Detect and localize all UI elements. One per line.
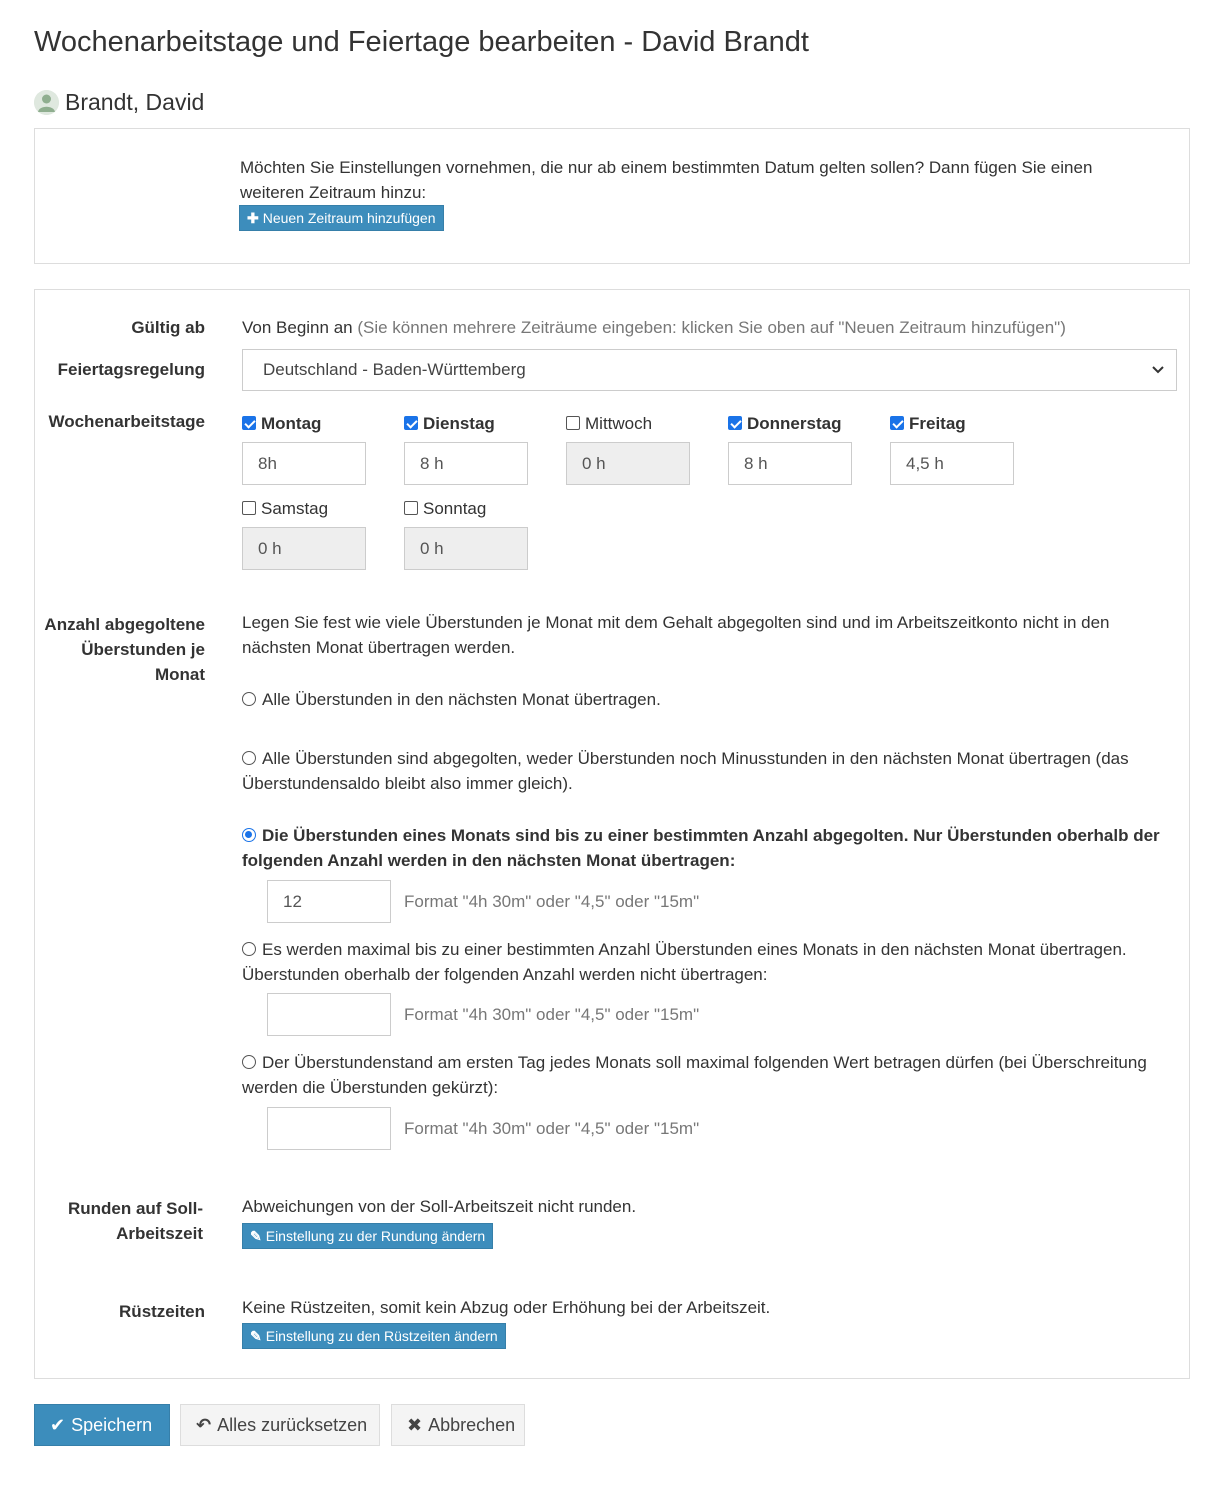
overtime-option-4[interactable]: Es werden maximal bis zu einer bestimmten Anzahl Überstunden eines Monats in den nächsten Monat übertragen. Überstunden oberhalb der folgenden Anzahl werden nicht übertragen: — [242, 940, 1127, 984]
overtime-option-3[interactable]: Die Überstunden eines Monats sind bis zu einer bestimmten Anzahl abgegolten. Nur Überstunden oberhalb der folgenden Anzahl werden in den nächsten Monat übertragen: — [242, 826, 1160, 870]
setup-text: Keine Rüstzeiten, somit kein Abzug oder Erhöhung bei der Arbeitszeit. — [242, 1298, 771, 1317]
day-checkbox-saturday[interactable]: Samstag — [242, 498, 328, 520]
hours-input-tuesday[interactable]: 8 h — [404, 442, 528, 485]
user-name: Brandt, David — [65, 88, 205, 115]
pencil-icon: ✎ — [250, 1328, 262, 1344]
valid-from-note: (Sie können mehrere Zeiträume eingeben: klicken Sie oben auf "Neuen Zeitraum hinzufügen") — [357, 318, 1066, 337]
add-period-button[interactable]: ✚ Neuen Zeitraum hinzufügen — [239, 205, 444, 231]
save-button[interactable]: ✔ Speichern — [34, 1404, 170, 1446]
day-checkbox-sunday[interactable]: Sonntag — [404, 498, 486, 520]
user-icon — [34, 90, 59, 115]
undo-icon: ↶ — [196, 1415, 212, 1435]
day-checkbox-thursday[interactable]: Donnerstag — [728, 413, 841, 435]
hours-input-saturday: 0 h — [242, 527, 366, 570]
close-icon: ✖ — [407, 1415, 423, 1435]
period-info-panel — [34, 128, 1190, 264]
holiday-select[interactable]: Deutschland - Baden-Württemberg — [242, 349, 1177, 391]
pencil-icon: ✎ — [250, 1228, 262, 1244]
holiday-label: Feiertagsregelung — [57, 360, 205, 379]
overtime-option-5[interactable]: Der Überstundenstand am ersten Tag jedes Monats soll maximal folgenden Wert betragen dürfen (bei Überschreitung werden die Überstunden gekürzt): — [242, 1053, 1147, 1097]
check-icon: ✔ — [50, 1415, 66, 1435]
plus-icon: ✚ — [247, 210, 259, 226]
user-header — [34, 87, 204, 117]
overtime-label: Anzahl abgegoltene Überstunden je Monat — [44, 615, 205, 684]
cancel-button[interactable]: ✖ Abbrechen — [391, 1404, 525, 1446]
period-info-text: Möchten Sie Einstellungen vornehmen, die nur ab einem bestimmten Datum gelten sollen? Dann fügen Sie einen weiteren Zeitraum hinzu: — [240, 158, 1093, 202]
workdays-label: Wochenarbeitstage — [48, 412, 205, 431]
hours-input-wednesday: 0 h — [566, 442, 690, 485]
valid-from-label: Gültig ab — [131, 318, 205, 337]
day-checkbox-tuesday[interactable]: Dienstag — [404, 413, 495, 435]
day-checkbox-friday[interactable]: Freitag — [890, 413, 966, 435]
overtime-option-2[interactable]: Alle Überstunden sind abgegolten, weder Überstunden noch Minusstunden in den nächsten Monat übertragen (das Überstundensaldo bleibt also immer gleich). — [242, 749, 1129, 793]
change-rounding-button[interactable]: ✎ Einstellung zu der Rundung ändern — [242, 1223, 493, 1249]
day-checkbox-monday[interactable]: Montag — [242, 413, 321, 435]
hours-input-sunday: 0 h — [404, 527, 528, 570]
valid-from-value: Von Beginn an (Sie können mehrere Zeiträume eingeben: klicken Sie oben auf "Neuen Zeitraum hinzufügen") — [242, 318, 1066, 337]
format-hint-4: Format "4h 30m" oder "4,5" oder "15m" — [404, 1005, 700, 1024]
overtime-amount-input-3[interactable]: 12 — [267, 880, 391, 923]
setup-label: Rüstzeiten — [119, 1302, 205, 1321]
reset-button[interactable]: ↶ Alles zurücksetzen — [180, 1404, 380, 1446]
format-hint-3: Format "4h 30m" oder "4,5" oder "15m" — [404, 892, 700, 911]
page-title: Wochenarbeitstage und Feiertage bearbeiten - David Brandt — [34, 26, 809, 58]
overtime-amount-input-5[interactable] — [267, 1107, 391, 1150]
chevron-down-icon — [1152, 350, 1164, 406]
overtime-amount-input-4[interactable] — [267, 993, 391, 1036]
rounding-label: Runden auf Soll-Arbeitszeit — [67, 1199, 203, 1243]
hours-input-thursday[interactable]: 8 h — [728, 442, 852, 485]
change-setup-button[interactable]: ✎ Einstellung zu den Rüstzeiten ändern — [242, 1323, 506, 1349]
rounding-text: Abweichungen von der Soll-Arbeitszeit nicht runden. — [242, 1197, 637, 1216]
hours-input-friday[interactable]: 4,5 h — [890, 442, 1014, 485]
hours-input-monday[interactable]: 8h — [242, 442, 366, 485]
day-checkbox-wednesday[interactable]: Mittwoch — [566, 413, 652, 435]
format-hint-5: Format "4h 30m" oder "4,5" oder "15m" — [404, 1119, 700, 1138]
overtime-option-1[interactable]: Alle Überstunden in den nächsten Monat übertragen. — [242, 687, 1172, 712]
overtime-description: Legen Sie fest wie viele Überstunden je Monat mit dem Gehalt abgegolten sind und im Arbeitszeitkonto nicht in den nächsten Monat übertragen werden. — [242, 613, 1110, 657]
